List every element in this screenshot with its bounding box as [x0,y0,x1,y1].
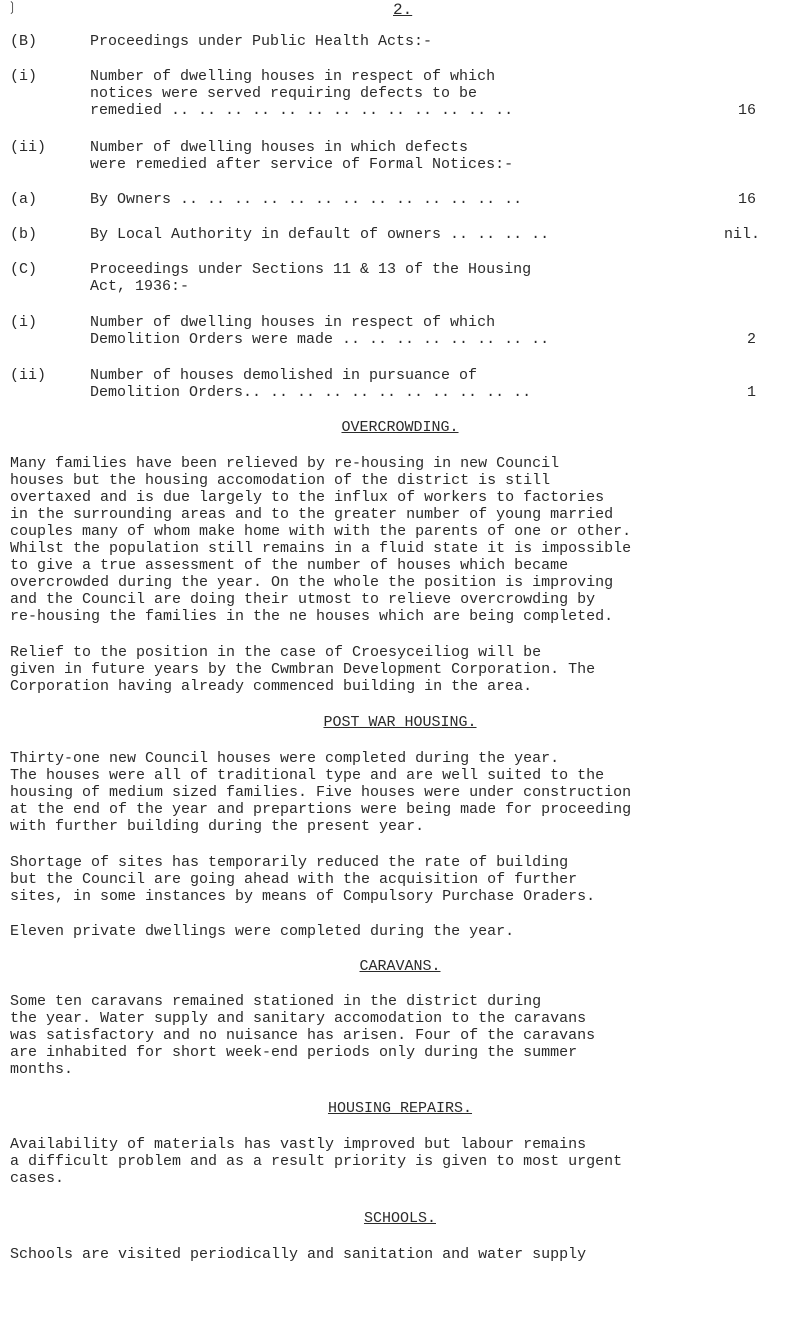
section-b-ii-label: (ii) [10,139,47,156]
page-edge-mark: ❳ [7,0,17,17]
post-war-paragraph-2: Shortage of sites has temporarily reduced the rate of building but the Council are going ahead with the acquisition of further sites, in some instances by means of Compulsory Purchase Oraders. [10,854,596,905]
caravans-paragraph: Some ten caravans remained stationed in the district during the year. Water supply and sanitary accomodation to the caravans was satisfactory and no nuisance has arisen. Four of the caravans are inhabited for short week-end periods only during the summer months. [10,993,596,1078]
section-b-b-value: nil. [723,226,760,243]
page-number: 2. [393,1,413,19]
section-b-b-text: By Local Authority in default of owners .. .. .. .. [90,226,550,243]
section-c-i-value: 2 [746,331,756,348]
caravans-heading: CARAVANS. [359,958,441,975]
section-b-i-value: 16 [737,102,756,119]
section-c-label: (C) [10,261,38,278]
post-war-paragraph-1: Thirty-one new Council houses were completed during the year. The houses were all of traditional type and are well suited to the housing of medium sized families. Five houses were under construction at the end of the year and prepartions were being made for proceeding with further building during the present year. [10,750,632,835]
housing-repairs-paragraph: Availability of materials has vastly improved but labour remains a difficult problem and as a result priority is given to most urgent cases. [10,1136,623,1187]
section-b-a-value: 16 [737,191,756,208]
section-b-i-line2: notices were served requiring defects to be [90,85,478,102]
section-b-ii-line2: were remedied after service of Formal Notices:- [90,156,514,173]
schools-paragraph: Schools are visited periodically and sanitation and water supply [10,1246,587,1263]
section-b-ii-line1: Number of dwelling houses in which defects [90,139,469,156]
post-war-housing-heading: POST WAR HOUSING. [323,714,477,731]
section-c-ii-line1: Number of houses demolished in pursuance of [90,367,478,384]
section-b-heading: Proceedings under Public Health Acts:- [90,33,433,50]
section-b-i-label: (i) [10,68,38,85]
section-b-i-line1: Number of dwelling houses in respect of which [90,68,496,85]
section-c-line2: Act, 1936:- [90,278,190,295]
section-c-i-label: (i) [10,314,38,331]
section-b-i-line3: remedied .. .. .. .. .. .. .. .. .. .. .. .. .. [90,102,514,119]
section-c-i-line2: Demolition Orders were made .. .. .. .. .. .. .. .. [90,331,550,348]
overcrowding-heading: OVERCROWDING. [341,419,459,436]
section-c-i-line1: Number of dwelling houses in respect of which [90,314,496,331]
overcrowding-paragraph-1: Many families have been relieved by re-housing in new Council houses but the housing accomodation of the district is still overtaxed and is due largely to the influx of workers to factories in the surrounding areas and to the greater number of young married couples many of whom make home with with the parents of one or other. Whilst the population still remains in a fluid state it is impossible to give a true assessment of the number of houses which became overcrowded during the year. On the whole the position is improving and the Council are doing their utmost to relieve overcrowding by re-housing the families in the ne houses which are being completed. [10,455,632,625]
housing-repairs-heading: HOUSING REPAIRS. [327,1100,473,1117]
section-b-a-text: By Owners .. .. .. .. .. .. .. .. .. .. .. .. .. [90,191,523,208]
section-c-ii-value: 1 [746,384,756,401]
section-c-ii-label: (ii) [10,367,47,384]
schools-heading: SCHOOLS. [363,1210,436,1227]
section-c-line1: Proceedings under Sections 11 & 13 of the Housing [90,261,532,278]
overcrowding-paragraph-2: Relief to the position in the case of Croesyceiliog will be given in future years by the Cwmbran Development Corporation. The Corporation having already commenced building in the area. [10,644,596,695]
section-b-label: (B) [10,33,38,50]
section-b-a-label: (a) [10,191,38,208]
post-war-paragraph-3: Eleven private dwellings were completed during the year. [10,923,515,940]
section-c-ii-line2: Demolition Orders.. .. .. .. .. .. .. .. .. .. .. [90,384,532,401]
section-b-b-label: (b) [10,226,38,243]
